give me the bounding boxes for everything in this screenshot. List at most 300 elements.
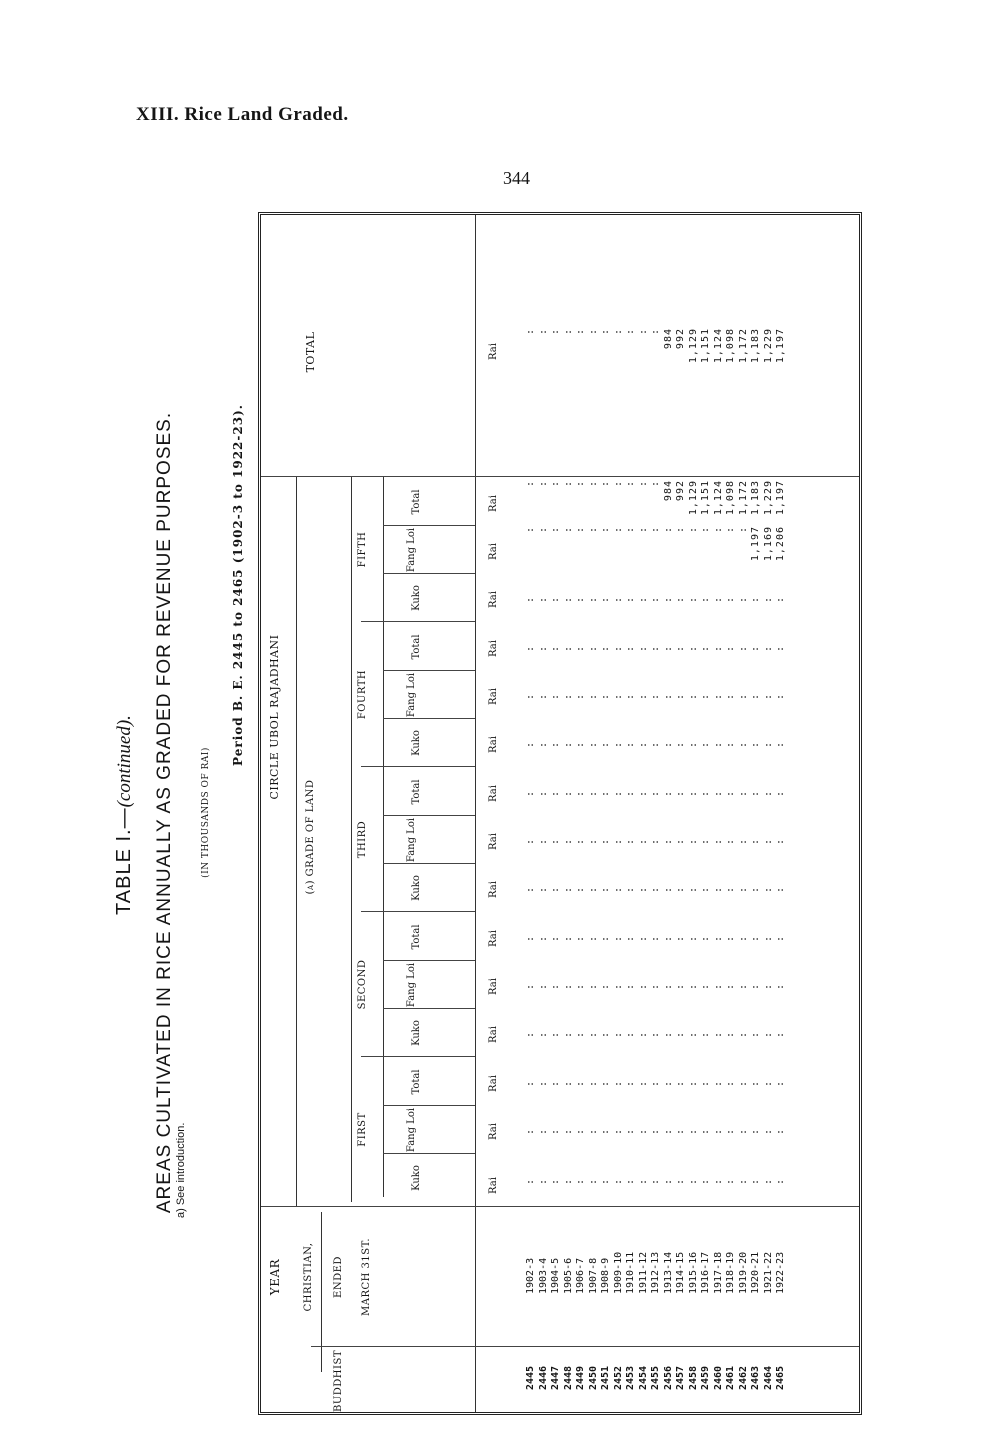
- empty-cell: :: [562, 1079, 574, 1087]
- empty-cell: :: [575, 644, 586, 652]
- first-fang-loi-column: [525, 1128, 788, 1135]
- table-cell: 1905-6: [562, 1257, 574, 1294]
- table-cell: 1906-7: [575, 1257, 586, 1294]
- empty-cell: :: [525, 837, 536, 845]
- year-header: YEAR: [268, 1258, 282, 1296]
- empty-cell: :: [587, 1127, 599, 1135]
- empty-cell: :: [725, 644, 736, 652]
- table-subtitle: AREAS CULTIVATED IN RICE ANNUALLY AS GRADED FOR REVENUE PURPOSES.: [154, 411, 175, 1214]
- empty-cell: :: [700, 1030, 711, 1038]
- table-cell: :: [637, 328, 649, 336]
- empty-cell: :: [562, 885, 574, 893]
- table-cell: :: [737, 526, 749, 534]
- empty-cell: :: [650, 1177, 661, 1185]
- empty-cell: :: [575, 837, 586, 845]
- table-cell: 1922-23: [775, 1251, 786, 1294]
- table-cell: :: [650, 526, 661, 534]
- table-cell: 2447: [550, 1365, 561, 1390]
- empty-cell: :: [537, 1030, 549, 1038]
- table-cell: :: [625, 480, 636, 488]
- table-cell: 1,206: [775, 526, 786, 562]
- empty-cell: :: [600, 740, 611, 748]
- empty-cell: :: [525, 595, 536, 603]
- table-cell: :: [575, 480, 586, 488]
- table-title: TABLE I.—(continued).: [113, 715, 135, 915]
- sub-fang-loi: Fang Loi: [406, 672, 417, 718]
- empty-cell: :: [612, 692, 624, 700]
- empty-cell: :: [775, 692, 786, 700]
- table-cell: 1,129: [687, 328, 699, 364]
- empty-cell: :: [750, 1030, 761, 1038]
- empty-cell: :: [687, 692, 699, 700]
- empty-cell: :: [537, 837, 549, 845]
- empty-cell: :: [712, 1079, 724, 1087]
- empty-cell: :: [612, 885, 624, 893]
- empty-cell: :: [775, 595, 786, 603]
- sub-total: Total: [411, 634, 422, 660]
- table-cell: 2462: [737, 1365, 749, 1390]
- empty-cell: :: [637, 595, 649, 603]
- table-cell: 2453: [625, 1365, 636, 1390]
- table-cell: 1912-13: [650, 1251, 661, 1294]
- table-cell: 1920-21: [750, 1251, 761, 1294]
- empty-cell: :: [662, 837, 674, 845]
- empty-cell: :: [575, 1177, 586, 1185]
- table-cell: :: [575, 328, 586, 336]
- empty-cell: :: [625, 740, 636, 748]
- table-cell: 992: [675, 480, 686, 502]
- table-cell: 1,098: [725, 480, 736, 516]
- empty-cell: :: [700, 837, 711, 845]
- buddhist-header: BUDDHIST: [333, 1349, 344, 1412]
- empty-cell: :: [662, 982, 674, 990]
- sub-total: Total: [411, 779, 422, 805]
- empty-cell: :: [612, 789, 624, 797]
- table-cell: 2446: [537, 1365, 549, 1390]
- empty-cell: :: [737, 885, 749, 893]
- third-kuko-column: [525, 886, 788, 893]
- empty-cell: :: [762, 692, 774, 700]
- empty-cell: :: [750, 837, 761, 845]
- sub-total: Total: [411, 1069, 422, 1095]
- empty-cell: :: [550, 692, 561, 700]
- empty-cell: :: [587, 692, 599, 700]
- empty-cell: :: [712, 885, 724, 893]
- empty-cell: :: [737, 934, 749, 942]
- empty-cell: :: [700, 740, 711, 748]
- empty-cell: :: [612, 837, 624, 845]
- sub-fang-loi: Fang Loi: [406, 962, 417, 1008]
- empty-cell: :: [687, 644, 699, 652]
- empty-cell: :: [762, 1079, 774, 1087]
- empty-cell: :: [712, 740, 724, 748]
- empty-cell: :: [537, 644, 549, 652]
- table-cell: 1907-8: [587, 1257, 599, 1294]
- empty-cell: :: [550, 595, 561, 603]
- second-kuko-column: [525, 1031, 788, 1038]
- empty-cell: :: [712, 982, 724, 990]
- sub-kuko: Kuko: [411, 1020, 422, 1046]
- grand-total-header: TOTAL: [304, 331, 317, 373]
- empty-cell: :: [725, 1079, 736, 1087]
- empty-cell: :: [612, 934, 624, 942]
- table-cell: 1903-4: [537, 1257, 549, 1294]
- table-cell: 2448: [562, 1365, 574, 1390]
- table-cell: 1909-10: [612, 1251, 624, 1294]
- empty-cell: :: [725, 1127, 736, 1135]
- table-cell: 2449: [575, 1365, 586, 1390]
- empty-cell: :: [737, 837, 749, 845]
- empty-cell: :: [750, 789, 761, 797]
- empty-cell: :: [637, 740, 649, 748]
- empty-cell: :: [712, 595, 724, 603]
- empty-cell: :: [562, 644, 574, 652]
- empty-cell: :: [700, 1079, 711, 1087]
- empty-cell: :: [587, 1079, 599, 1087]
- empty-cell: :: [687, 740, 699, 748]
- empty-cell: :: [775, 934, 786, 942]
- first-kuko-column: [525, 1178, 788, 1185]
- empty-cell: :: [750, 692, 761, 700]
- empty-cell: :: [587, 1030, 599, 1038]
- empty-cell: :: [612, 644, 624, 652]
- fifth-kuko-column: [525, 596, 788, 603]
- sub-fang-loi: Fang Loi: [406, 1107, 417, 1153]
- empty-cell: :: [750, 595, 761, 603]
- page-number: 344: [503, 168, 530, 188]
- unit-label: Rai: [488, 495, 499, 512]
- empty-cell: :: [562, 837, 574, 845]
- empty-cell: :: [662, 885, 674, 893]
- empty-cell: :: [762, 644, 774, 652]
- table-cell: 1902-3: [525, 1257, 536, 1294]
- first-total-column: [525, 1080, 788, 1087]
- table-cell: :: [525, 328, 536, 336]
- empty-cell: :: [687, 885, 699, 893]
- table-cell: 2457: [675, 1365, 686, 1390]
- table-cell: 1,197: [775, 480, 786, 516]
- empty-cell: :: [750, 934, 761, 942]
- table-cell: 1,129: [687, 480, 699, 516]
- table-cell: :: [550, 526, 561, 534]
- empty-cell: :: [625, 837, 636, 845]
- empty-cell: :: [750, 1127, 761, 1135]
- table-cell: 2450: [587, 1365, 599, 1390]
- empty-cell: :: [750, 644, 761, 652]
- empty-cell: :: [725, 740, 736, 748]
- empty-cell: :: [650, 789, 661, 797]
- empty-cell: :: [587, 934, 599, 942]
- table-cell: :: [537, 480, 549, 488]
- empty-cell: :: [775, 885, 786, 893]
- table-cell: :: [600, 526, 611, 534]
- empty-cell: :: [750, 885, 761, 893]
- empty-cell: :: [587, 982, 599, 990]
- table-cell: 2458: [687, 1365, 699, 1390]
- table-cell: 1916-17: [700, 1251, 711, 1294]
- empty-cell: :: [675, 595, 686, 603]
- table-cell: :: [600, 480, 611, 488]
- table-cell: 1,098: [725, 328, 736, 364]
- empty-cell: :: [775, 740, 786, 748]
- table-cell: :: [525, 526, 536, 534]
- empty-cell: :: [550, 1177, 561, 1185]
- empty-cell: :: [550, 1030, 561, 1038]
- empty-cell: :: [525, 982, 536, 990]
- empty-cell: :: [562, 934, 574, 942]
- empty-cell: :: [725, 885, 736, 893]
- empty-cell: :: [625, 644, 636, 652]
- empty-cell: :: [662, 1079, 674, 1087]
- empty-cell: :: [637, 1079, 649, 1087]
- buddhist-year-column: [525, 1366, 788, 1390]
- empty-cell: :: [625, 1177, 636, 1185]
- table-cell: 1,172: [737, 328, 749, 364]
- empty-cell: :: [637, 789, 649, 797]
- empty-cell: :: [587, 885, 599, 893]
- empty-cell: :: [587, 644, 599, 652]
- table-cell: 1913-14: [662, 1251, 674, 1294]
- empty-cell: :: [637, 1127, 649, 1135]
- table-cell: 2445: [525, 1365, 536, 1390]
- table-cell: :: [537, 328, 549, 336]
- table-cell: 1910-11: [625, 1251, 636, 1294]
- table-cell: 1919-20: [737, 1251, 749, 1294]
- grade-second: SECOND: [357, 959, 368, 1010]
- empty-cell: :: [600, 934, 611, 942]
- empty-cell: :: [600, 644, 611, 652]
- empty-cell: :: [525, 692, 536, 700]
- table-cell: 1,183: [750, 480, 761, 516]
- empty-cell: :: [537, 934, 549, 942]
- empty-cell: :: [525, 789, 536, 797]
- empty-cell: :: [550, 837, 561, 845]
- empty-cell: :: [737, 692, 749, 700]
- empty-cell: :: [762, 934, 774, 942]
- empty-cell: :: [687, 934, 699, 942]
- grade-first: FIRST: [357, 1112, 368, 1147]
- empty-cell: :: [550, 740, 561, 748]
- fifth-fang-loi-column: [525, 526, 788, 570]
- empty-cell: :: [662, 934, 674, 942]
- empty-cell: :: [550, 934, 561, 942]
- empty-cell: :: [637, 1030, 649, 1038]
- table-cell: 2454: [637, 1365, 649, 1390]
- empty-cell: :: [737, 740, 749, 748]
- fourth-kuko-column: [525, 741, 788, 748]
- empty-cell: :: [587, 1177, 599, 1185]
- empty-cell: :: [662, 692, 674, 700]
- table-cell: 992: [675, 328, 686, 350]
- table-cell: :: [562, 526, 574, 534]
- unit-label: Rai: [488, 1123, 499, 1140]
- table-cell: :: [687, 526, 699, 534]
- empty-cell: :: [575, 1030, 586, 1038]
- empty-cell: :: [612, 595, 624, 603]
- empty-cell: :: [575, 982, 586, 990]
- empty-cell: :: [587, 837, 599, 845]
- table-cell: 1914-15: [675, 1251, 686, 1294]
- empty-cell: :: [537, 595, 549, 603]
- table-cell: 2464: [762, 1365, 774, 1390]
- table-cell: 984: [662, 480, 674, 502]
- sub-kuko: Kuko: [411, 1165, 422, 1191]
- empty-cell: :: [575, 595, 586, 603]
- empty-cell: :: [737, 1177, 749, 1185]
- empty-cell: :: [550, 1127, 561, 1135]
- empty-cell: :: [637, 934, 649, 942]
- empty-cell: :: [587, 789, 599, 797]
- empty-cell: :: [675, 644, 686, 652]
- table-unit: (IN THOUSANDS OF RAI): [201, 747, 211, 878]
- unit-label: Rai: [488, 343, 499, 360]
- empty-cell: :: [600, 789, 611, 797]
- table-cell: :: [675, 526, 686, 534]
- empty-cell: :: [687, 1127, 699, 1135]
- empty-cell: :: [700, 1177, 711, 1185]
- empty-cell: :: [700, 982, 711, 990]
- empty-cell: :: [600, 982, 611, 990]
- empty-cell: :: [525, 885, 536, 893]
- empty-cell: :: [625, 1079, 636, 1087]
- empty-cell: :: [712, 1177, 724, 1185]
- unit-label: Rai: [488, 978, 499, 995]
- empty-cell: :: [775, 644, 786, 652]
- rotated-table-page: [105, 210, 870, 1415]
- empty-cell: :: [725, 1030, 736, 1038]
- table-cell: :: [625, 328, 636, 336]
- table-cell: :: [550, 480, 561, 488]
- empty-cell: :: [762, 885, 774, 893]
- grade-fifth: FIFTH: [357, 531, 368, 568]
- empty-cell: :: [537, 1127, 549, 1135]
- table-cell: :: [600, 328, 611, 336]
- table-cell: 1,229: [762, 328, 774, 364]
- empty-cell: :: [700, 644, 711, 652]
- empty-cell: :: [737, 1030, 749, 1038]
- empty-cell: :: [650, 692, 661, 700]
- empty-cell: :: [650, 982, 661, 990]
- table-cell: :: [725, 526, 736, 534]
- unit-label: Rai: [488, 688, 499, 705]
- empty-cell: :: [587, 595, 599, 603]
- christian-header: CHRISTIAN,: [303, 1242, 314, 1312]
- unit-label: Rai: [488, 1075, 499, 1092]
- empty-cell: :: [600, 1079, 611, 1087]
- empty-cell: :: [650, 1030, 661, 1038]
- empty-cell: :: [525, 1177, 536, 1185]
- table-cell: 1,197: [750, 526, 761, 562]
- empty-cell: :: [612, 982, 624, 990]
- empty-cell: :: [600, 837, 611, 845]
- empty-cell: :: [750, 740, 761, 748]
- table-cell: 1,172: [737, 480, 749, 516]
- sub-fang-loi: Fang Loi: [406, 817, 417, 863]
- table-cell: 1,151: [700, 328, 711, 364]
- empty-cell: :: [600, 595, 611, 603]
- third-total-column: [525, 790, 788, 797]
- empty-cell: :: [750, 1177, 761, 1185]
- second-fang-loi-column: [525, 983, 788, 990]
- empty-cell: :: [537, 982, 549, 990]
- empty-cell: :: [725, 595, 736, 603]
- table-cell: :: [562, 328, 574, 336]
- table-cell: 1,151: [700, 480, 711, 516]
- table-cell: 1908-9: [600, 1257, 611, 1294]
- empty-cell: :: [675, 1079, 686, 1087]
- table-cell: :: [587, 526, 599, 534]
- table-cell: 1,183: [750, 328, 761, 364]
- empty-cell: :: [737, 644, 749, 652]
- empty-cell: :: [762, 789, 774, 797]
- grand-total-column: [525, 328, 788, 372]
- empty-cell: :: [612, 740, 624, 748]
- unit-label: Rai: [488, 543, 499, 560]
- unit-label: Rai: [488, 785, 499, 802]
- grade-third: THIRD: [357, 820, 368, 859]
- empty-cell: :: [637, 644, 649, 652]
- empty-cell: :: [650, 740, 661, 748]
- empty-cell: :: [650, 1127, 661, 1135]
- empty-cell: :: [575, 885, 586, 893]
- empty-cell: :: [637, 885, 649, 893]
- empty-cell: :: [550, 644, 561, 652]
- empty-cell: :: [650, 934, 661, 942]
- empty-cell: :: [525, 1079, 536, 1087]
- empty-cell: :: [662, 1177, 674, 1185]
- empty-cell: :: [637, 1177, 649, 1185]
- grade-fourth: FOURTH: [357, 669, 368, 720]
- empty-cell: :: [762, 982, 774, 990]
- empty-cell: :: [700, 885, 711, 893]
- empty-cell: :: [537, 1177, 549, 1185]
- sub-total: Total: [411, 489, 422, 515]
- unit-label: Rai: [488, 1177, 499, 1194]
- empty-cell: :: [762, 837, 774, 845]
- empty-cell: :: [775, 1030, 786, 1038]
- empty-cell: :: [637, 692, 649, 700]
- empty-cell: :: [550, 1079, 561, 1087]
- empty-cell: :: [637, 982, 649, 990]
- empty-cell: :: [612, 1127, 624, 1135]
- empty-cell: :: [675, 934, 686, 942]
- table-cell: 2460: [712, 1365, 724, 1390]
- empty-cell: :: [575, 692, 586, 700]
- empty-cell: :: [700, 595, 711, 603]
- grade-header: (a) GRADE OF LAND: [305, 779, 316, 895]
- empty-cell: :: [750, 982, 761, 990]
- empty-cell: :: [700, 692, 711, 700]
- empty-cell: :: [712, 1030, 724, 1038]
- empty-cell: :: [650, 885, 661, 893]
- empty-cell: :: [737, 982, 749, 990]
- empty-cell: :: [637, 837, 649, 845]
- table-cell: 2451: [600, 1365, 611, 1390]
- empty-cell: :: [725, 789, 736, 797]
- table-cell: :: [562, 480, 574, 488]
- empty-cell: :: [575, 934, 586, 942]
- empty-cell: :: [725, 692, 736, 700]
- table-cell: :: [712, 526, 724, 534]
- unit-label: Rai: [488, 833, 499, 850]
- empty-cell: :: [737, 1127, 749, 1135]
- table-cell: 1917-18: [712, 1251, 724, 1294]
- empty-cell: :: [650, 595, 661, 603]
- empty-cell: :: [575, 740, 586, 748]
- empty-cell: :: [675, 1127, 686, 1135]
- empty-cell: :: [762, 1127, 774, 1135]
- sub-kuko: Kuko: [411, 875, 422, 901]
